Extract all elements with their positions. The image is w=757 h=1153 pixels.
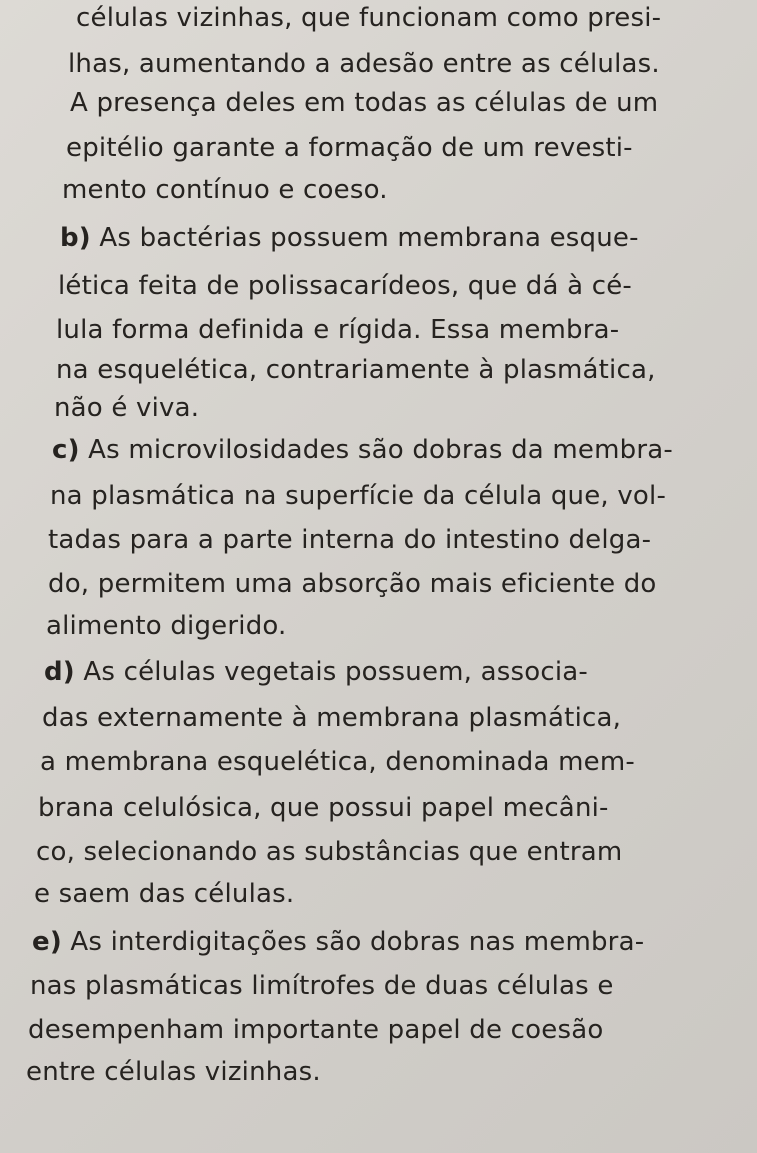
option-c-line-1: c) As microvilosidades são dobras da membra- [52,435,673,465]
option-c-line-2: na plasmática na superfície da célula que, vol- [50,481,667,511]
option-c-line-4: do, permitem uma absorção mais eficiente do [48,569,657,599]
paragraph-continuation-line-2: lhas, aumentando a adesão entre as células. [68,49,660,79]
option-c-label: c) [52,435,80,465]
option-b-line-3: lula forma definida e rígida. Essa membra- [56,315,620,345]
option-b-line-4: na esquelética, contrariamente à plasmática, [56,355,656,385]
option-e-line-1: e) As interdigitações são dobras nas membra- [32,927,645,957]
option-d-line-6: e saem das células. [34,879,295,909]
option-d-line-5: co, selecionando as substâncias que entram [36,837,623,867]
option-d-line-2: das externamente à membrana plasmática, [42,703,622,733]
option-b-label: b) [60,223,91,253]
paragraph-continuation-line-1: células vizinhas, que funcionam como presi- [76,3,662,33]
paragraph-continuation-line-3: A presença deles em todas as células de um [70,88,659,118]
option-e-line-4: entre células vizinhas. [26,1057,321,1087]
paragraph-continuation-line-5: mento contínuo e coeso. [62,175,388,205]
option-b-line-2: lética feita de polissacarídeos, que dá à cé- [58,271,632,301]
option-c-line-3: tadas para a parte interna do intestino delga- [48,525,652,555]
option-c-line-5: alimento digerido. [46,611,287,641]
option-d-line-3: a membrana esquelética, denominada mem- [40,747,635,777]
option-b-line-1: b) As bactérias possuem membrana esque- [60,223,639,253]
option-d-line-1: d) As células vegetais possuem, associa- [44,657,588,687]
option-e-line-3: desempenham importante papel de coesão [28,1015,604,1045]
option-e-label: e) [32,927,62,957]
option-b-line-5: não é viva. [54,393,200,423]
paragraph-continuation-line-4: epitélio garante a formação de um revesti- [66,133,633,163]
option-e-line-2: nas plasmáticas limítrofes de duas células e [30,971,614,1001]
option-d-line-4: brana celulósica, que possui papel mecâni- [38,793,609,823]
option-d-label: d) [44,657,75,687]
